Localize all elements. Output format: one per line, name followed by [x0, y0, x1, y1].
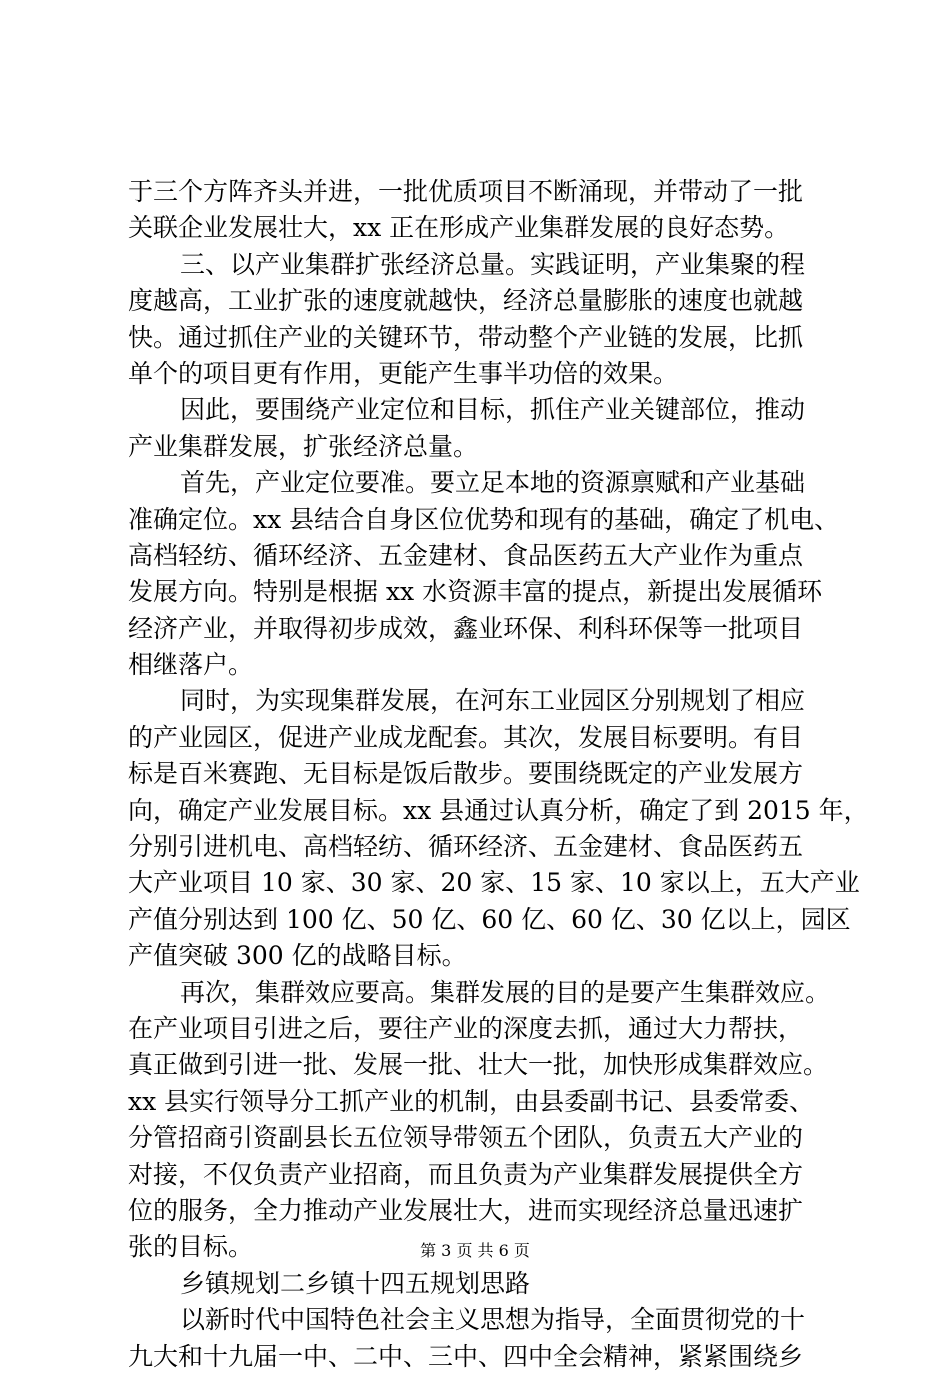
- text-line: 快。通过抓住产业的关键环节，带动整个产业链的发展，比抓: [128, 322, 804, 352]
- text-line: 三、以产业集群扩张经济总量。实践证明，产业集聚的程: [180, 249, 806, 279]
- body-text: [128, 174, 869, 1375]
- text-line: 单个的项目更有作用，更能产生事半功倍的效果。: [128, 358, 679, 388]
- text-line: 真正做到引进一批、发展一批、壮大一批，加快形成集群效应。: [128, 1050, 829, 1080]
- text-line: 向，确定产业发展目标。xx 县通过认真分析，确定了到 2015 年，: [128, 795, 869, 825]
- text-line: 分管招商引资副县长五位领导带领五个团队，负责五大产业的: [128, 1123, 804, 1153]
- page-footer: 第 3 页 共 6 页: [420, 1241, 530, 1260]
- text-line: 发展方向。特别是根据 xx 水资源丰富的提点，新提出发展循环: [128, 577, 823, 607]
- text-line: xx 县实行领导分工抓产业的机制，由县委副书记、县委常委、: [128, 1086, 815, 1116]
- text-line: 产值分别达到 100 亿、50 亿、60 亿、60 亿、30 亿以上，园区: [128, 904, 851, 934]
- text-line: 产业集群发展，扩张经济总量。: [128, 431, 479, 461]
- text-line: 乡镇规划二乡镇十四五规划思路: [180, 1268, 531, 1298]
- text-line: 分别引进机电、高档轻纺、循环经济、五金建材、食品医药五: [128, 832, 804, 862]
- text-line: 的产业园区，促进产业成龙配套。其次，发展目标要明。有目: [128, 722, 804, 752]
- text-line: 产值突破 300 亿的战略目标。: [128, 941, 467, 971]
- text-line: 大产业项目 10 家、30 家、20 家、15 家、10 家以上，五大产业: [128, 868, 860, 898]
- text-line: 经济产业，并取得初步成效，鑫业环保、利科环保等一批项目: [128, 613, 804, 643]
- text-line: 关联企业发展壮大，xx 正在形成产业集群发展的良好态势。: [128, 213, 790, 243]
- text-line: 同时，为实现集群发展，在河东工业园区分别规划了相应: [180, 686, 806, 716]
- text-line: 以新时代中国特色社会主义思想为指导，全面贯彻党的十: [180, 1305, 806, 1335]
- text-line: 再次，集群效应要高。集群发展的目的是要产生集群效应。: [180, 977, 831, 1007]
- text-line: 于三个方阵齐头并进，一批优质项目不断涌现，并带动了一批: [128, 177, 804, 206]
- text-line: 张的目标。: [128, 1232, 254, 1262]
- text-line: 因此，要围绕产业定位和目标，抓住产业关键部位，推动: [180, 395, 806, 425]
- text-line: 九大和十九届一中、二中、三中、四中全会精神，紧紧围绕乡: [128, 1341, 804, 1371]
- text-line: 首先，产业定位要准。要立足本地的资源禀赋和产业基础: [180, 468, 806, 498]
- text-line: 高档轻纺、循环经济、五金建材、食品医药五大产业作为重点: [128, 540, 804, 570]
- text-line: 在产业项目引进之后，要往产业的深度去抓，通过大力帮扶，: [128, 1013, 804, 1043]
- text-line: 相继落户。: [128, 650, 254, 680]
- text-line: 位的服务，全力推动产业发展壮大，进而实现经济总量迅速扩: [128, 1195, 804, 1225]
- text-line: 标是百米赛跑、无目标是饭后散步。要围绕既定的产业发展方: [128, 759, 804, 789]
- text-line: 对接，不仅负责产业招商，而且负责为产业集群发展提供全方: [128, 1159, 804, 1189]
- text-line: 度越高，工业扩张的速度就越快，经济总量膨胀的速度也就越: [128, 286, 804, 316]
- text-line: 准确定位。xx 县结合自身区位优势和现有的基础，确定了机电、: [128, 504, 840, 534]
